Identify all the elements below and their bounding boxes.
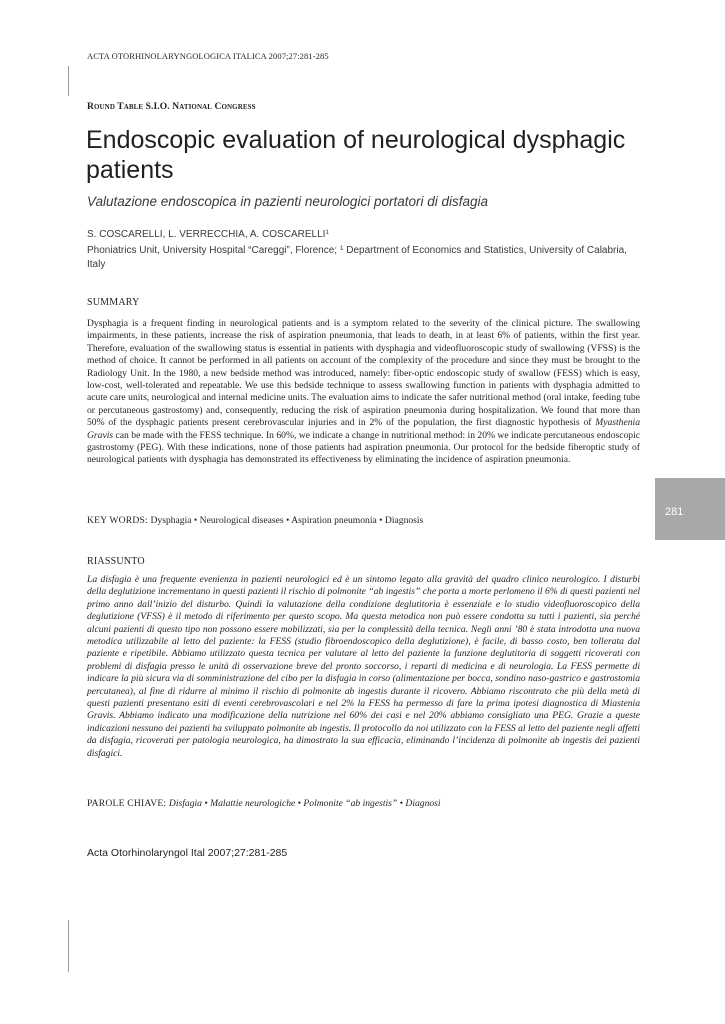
page-number-tab [655, 478, 725, 540]
margin-rule-top [68, 66, 69, 96]
summary-italic-term: Myasthenia Gravis [87, 417, 640, 441]
riassunto-text: La disfagia è una frequente evenienza in pazienti neurologici ed è un sintomo legato alla gravità del quadro clinico neurologico. I disturbi della deglutizione incrementano in questi pazienti il rischio di polmonite “ab ingestis” che porta a morte perlomeno il 6% di questi pazienti nel primo anno dall’inizio del disturbo. Quindi la valutazione della condizione deglutitoria è essenziale e lo studio videofluoroscopico della deglutizione (VFSS) è il metodo di riferimento per questo scopo. Ma questa metodica non può essere condotta su tutti i pazienti, sia perché alcuni pazienti di questo tipo non possono essere mobilizzati, sia per la complessità della tecnica. Negli anni ’80 è stata introdotta una nuova metodica utilizzabile al letto del paziente: la FESS (studio fibroendoscopico della deglutizione), è facile, di basso costo, ben tollerata dal paziente e ripetibile. Abbiamo utilizzato questa tecnica per valutare al letto del paziente la funzione deglutitoria di soggetti ricoverati con problemi di disfagia presso le unità di osservazione breve del pronto soccorso, i reparti di medicina e di neurologia. La FESS permette di indicare la più sicura via di somministrazione del cibo per la disfagia in corso (alimentazione per bocca, sondino naso-gastrico e gastrostomia percutanea), al fine di ridurre al minimo il rischio di polmonite ab ingestis durante il ricovero. Abbiamo riscontrato che più della metà di questi pazienti presentano esiti di eventi cerebrovascolari e nel 2% la FESS ha permesso di fare la prima ipotesi diagnostica di Miastenia Gravis. Abbiamo indicato una modificazione della nutrizione nel 60% dei casi e nel 20% abbiamo consigliato una PEG. Grazie a queste indicazioni nessuno dei pazienti ha sviluppato polmonite ab ingestis. Il protocollo da noi utilizzato con la FESS al letto del paziente negli affetti da disfagia, ricoverati per patologia neurologica, ha dimostrato la sua efficacia, eliminando l’incidenza di polmonite ab ingestis dei pazienti disfagici. [87, 574, 640, 759]
running-head: ACTA OTORHINOLARYNGOLOGICA ITALICA 2007;27:281-285 [87, 51, 329, 61]
parole-chiave-label: PAROLE CHIAVE: [87, 798, 169, 809]
affiliation-part-2: Department of Economics and Statistics, University of Calabria, Italy [87, 245, 627, 270]
summary-text [87, 318, 640, 467]
authors [87, 229, 647, 240]
parole-chiave [87, 798, 640, 810]
affiliation-part-1: Phoniatrics Unit, University Hospital “Careggi”, Florence; [87, 245, 340, 256]
citation: Acta Otorhinolaryngol Ital 2007;27:281-285 [87, 847, 288, 859]
authors-superscript: 1 [325, 229, 330, 236]
keywords-values: Dysphagia • Neurological diseases • Aspiration pneumonia • Diagnosis [150, 515, 424, 526]
article-title: Endoscopic evaluation of neurological dysphagic patients [86, 126, 626, 184]
parole-chiave-values: Disfagia • Malattie neurologiche • Polmonite “ab ingestis” • Diagnosi [168, 798, 441, 809]
section-label: Round Table S.I.O. National Congress [87, 102, 256, 112]
affiliation-superscript: 1 [339, 245, 344, 252]
margin-rule-bottom [68, 920, 69, 972]
keywords [87, 515, 640, 527]
keywords-label: KEY WORDS: [87, 515, 151, 526]
page-number: 281 [665, 506, 684, 518]
summary-text-part-2: can be made with the FESS technique. In 60%, we indicate a change in nutritional method: in 20% we indicate percutaneous endoscopic gastrostomy (PEG). With these indications, none of those patients had aspiration pneumonia. Our protocol for the bedside fiberoptic study of neurological patients with dysphagia has demonstrated its effectiveness by eliminating the incidence of aspiration pneumonia. [87, 429, 640, 466]
affiliation [87, 242, 632, 272]
summary-text-part-1: Dysphagia is a frequent finding in neurological patients and is a symptom related to the severity of the clinical picture. The swallowing impairments, in these patients, increase the risk of aspiration pneumonia, that leads to death, in at least 6% of patients, within the first year. Therefore, evaluation of the swallowing status is essential in patients with dysphagia and videofluoroscopic study of swallowing (VFSS) is the method of choice. It cannot be performed in all patients on account of the complexity of the procedure and since they must be brought to the Radiology Unit. In the 1980, a new bedside method was introduced, namely: fiber-optic endoscopic study of swallow (FESS) which is easy, low-cost, well-tolerated and repeatable. We use this bedside technique to assess swallowing function in patients with dysphagia admitted to acute care units, neurological and internal medicine units. The evaluation aims to indicate the safer nutritional method (oral intake, feeding tube or percutaneous gastrostomy) and, consequently, reducing the risk of aspiration pneumonia during hospitalization. We found that more than 50% of the dysphagic patients present cerebrovascular injuries and in 2% of the population, the first diagnostic hypothesis of [87, 318, 640, 429]
authors-names: S. COSCARELLI, L. VERRECCHIA, A. COSCARELLI [87, 229, 326, 240]
riassunto-heading: RIASSUNTO [87, 556, 145, 567]
article-subtitle: Valutazione endoscopica in pazienti neurologici portatori di disfagia [87, 194, 489, 209]
summary-heading: SUMMARY [87, 297, 140, 308]
